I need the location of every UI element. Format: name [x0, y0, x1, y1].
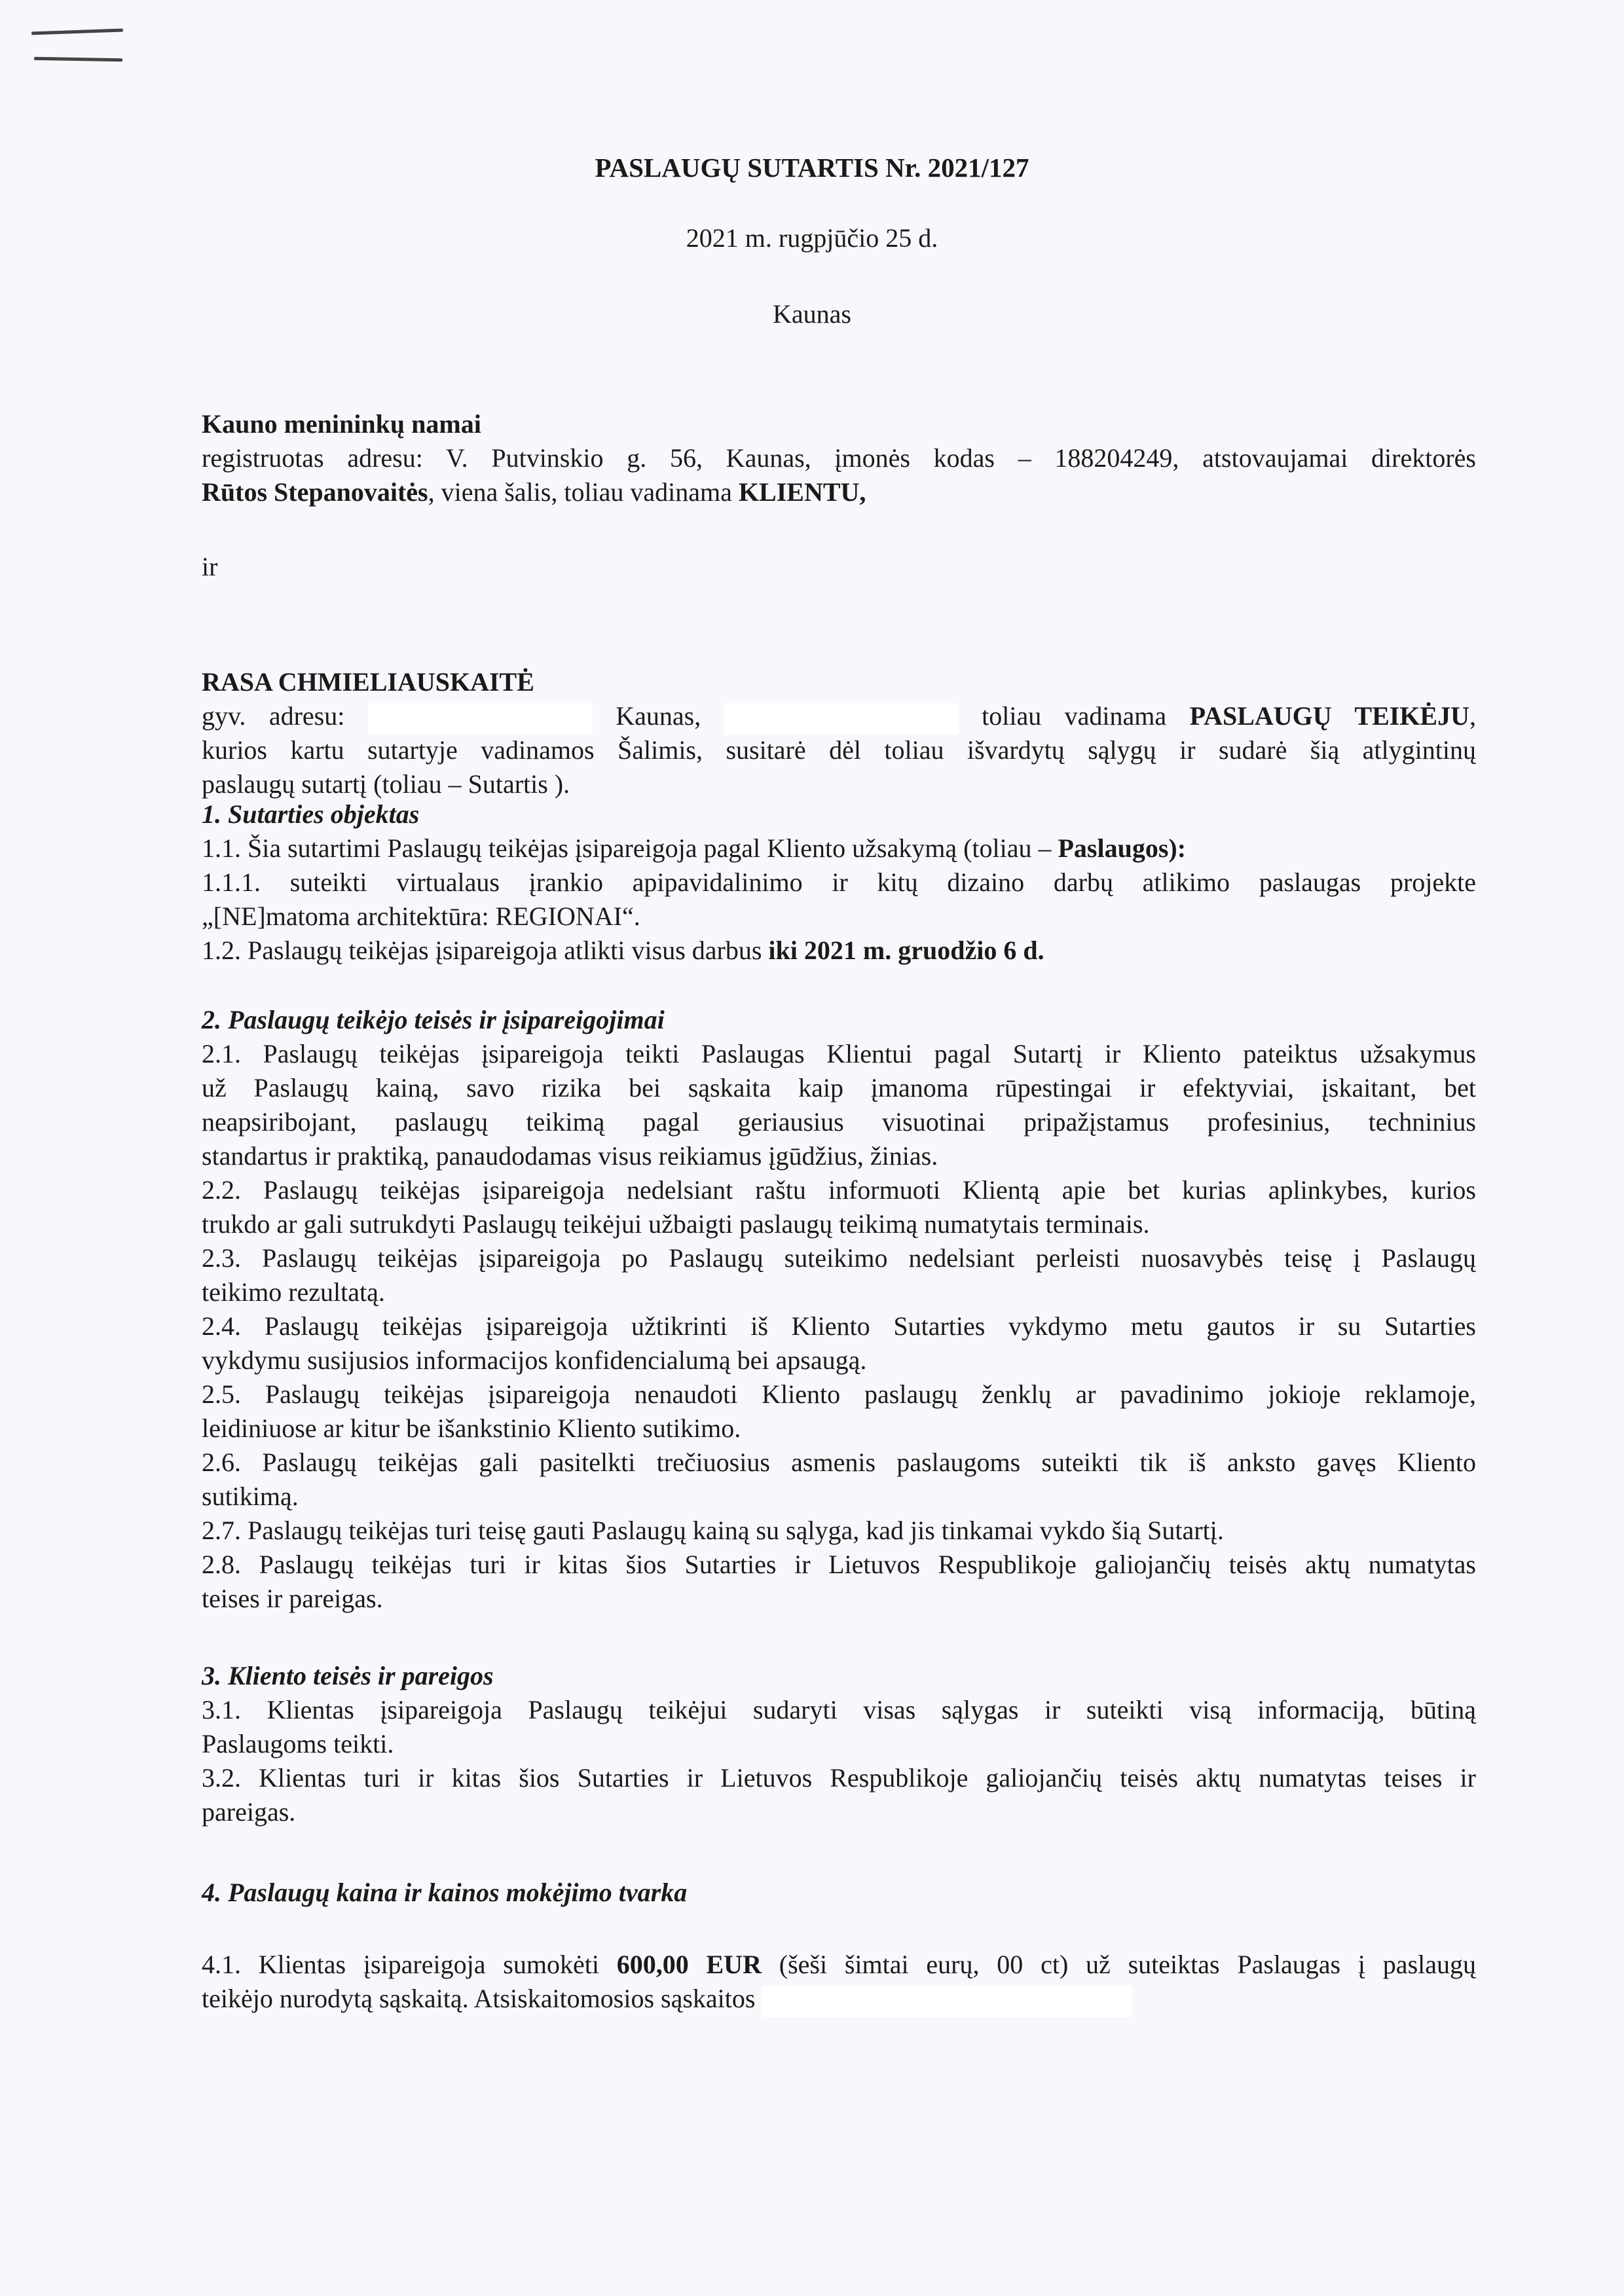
redacted-field — [368, 703, 593, 735]
bold-text-run: PASLAUGŲ TEIKĖJU — [1189, 701, 1469, 731]
party-provider-name: RASA CHMIELIAUSKAITĖ — [202, 667, 534, 697]
text-line — [202, 1412, 1476, 1446]
bold-text-run: Rūtos Stepanovaitės — [202, 477, 428, 507]
text-line — [202, 1343, 1476, 1377]
text-line — [202, 1071, 1476, 1105]
party-client-name: Kauno menininkų namai — [202, 409, 481, 439]
text-run: 1.1.1. suteikti virtualaus įrankio apipavidalinimo ir kitų dizaino darbų atlikimo paslaugas projekte — [202, 867, 1476, 897]
text-line — [202, 1207, 1476, 1241]
text-line — [202, 1446, 1476, 1480]
text-run: paslaugų sutartį (toliau – Sutartis ). — [202, 769, 570, 799]
text-line — [202, 1139, 1476, 1173]
text-line — [202, 699, 1476, 733]
text-run: 1.2. Paslaugų teikėjas įsipareigoja atlikti visus darbus — [202, 936, 769, 965]
text-line — [202, 1727, 1476, 1761]
text-run: Paslaugoms teikti. — [202, 1729, 394, 1758]
section-body — [202, 1948, 1476, 2016]
text-run: teises ir pareigas. — [202, 1584, 383, 1613]
text-line — [202, 441, 1476, 475]
text-line — [202, 831, 1476, 866]
section-subject — [202, 797, 1476, 968]
section-body — [202, 831, 1476, 968]
text-run: Kaunas, — [592, 701, 724, 731]
text-line — [202, 1982, 1476, 2016]
text-line — [202, 900, 1476, 934]
text-line — [202, 1948, 1476, 1982]
document-city: Kaunas — [773, 299, 851, 329]
party-provider — [202, 665, 1476, 801]
section-heading: 3. Kliento teisės ir pareigos — [202, 1661, 494, 1690]
text-run: vykdymu susijusios informacijos konfidencialumą bei apsaugą. — [202, 1345, 867, 1375]
text-run: „[NE]matoma architektūra: REGIONAI“. — [202, 902, 640, 931]
section-price — [202, 1876, 1476, 2016]
text-line — [202, 1309, 1476, 1343]
text-run: sutikimą. — [202, 1482, 299, 1511]
text-line — [202, 866, 1476, 900]
bold-text-run: 600,00 EUR — [616, 1950, 762, 1979]
scan-mark — [31, 29, 123, 35]
text-run: standartus ir praktiką, panaudodamas visus reikiamus įgūdžius, žinias. — [202, 1141, 938, 1171]
party-client — [202, 407, 1476, 509]
text-run: 2.3. Paslaugų teikėjas įsipareigoja po Paslaugų suteikimo nedelsiant perleisti nuosavybės teisę į Paslaugų — [202, 1243, 1476, 1273]
party-client-details — [202, 441, 1476, 509]
text-run: už Paslaugų kainą, savo rizika bei sąskaita kaip įmanoma rūpestingai ir efektyviai, įskaitant, bet — [202, 1073, 1476, 1102]
text-line — [202, 1761, 1476, 1795]
text-run: 2.2. Paslaugų teikėjas įsipareigoja nedelsiant raštu informuoti Klientą apie bet kurias aplinkybes, kurios — [202, 1175, 1476, 1205]
text-run: 2.7. Paslaugų teikėjas turi teisę gauti Paslaugų kainą su sąlyga, kad jis tinkamai vykdo šią Sutartį. — [202, 1516, 1224, 1545]
text-line — [202, 767, 1476, 801]
text-run: neapsiribojant, paslaugų teikimą pagal geriausius visuotinai pripažįstamus profesinius, techninius — [202, 1107, 1476, 1137]
text-run: teikėjo nurodytą sąskaitą. Atsiskaitomosios sąskaitos — [202, 1984, 762, 2013]
text-run: 1.1. Šia sutartimi Paslaugų teikėjas įsipareigoja pagal Kliento užsakymą (toliau – — [202, 833, 1058, 863]
section-body — [202, 1693, 1476, 1829]
section-provider-rights — [202, 1003, 1476, 1616]
text-line — [202, 1480, 1476, 1514]
text-line — [202, 1275, 1476, 1309]
scan-mark — [34, 57, 122, 62]
redacted-field — [762, 1986, 1132, 2017]
text-line — [202, 1037, 1476, 1071]
bold-text-run: KLIENTU, — [738, 477, 866, 507]
text-line — [202, 934, 1476, 968]
text-run: 2.4. Paslaugų teikėjas įsipareigoja užtikrinti iš Kliento Sutarties vykdymo metu gautos ir su Sutarties — [202, 1311, 1476, 1341]
connector-text: ir — [202, 552, 218, 581]
text-line — [202, 1795, 1476, 1829]
text-run: registruotas adresu: V. Putvinskio g. 56, Kaunas, įmonės kodas – 188204249, atstovaujamai direktorės — [202, 443, 1476, 473]
section-client-rights — [202, 1659, 1476, 1829]
text-run: 2.5. Paslaugų teikėjas įsipareigoja nenaudoti Kliento paslaugų ženklų ar pavadinimo jokioje reklamoje, — [202, 1379, 1476, 1409]
document-date: 2021 m. rugpjūčio 25 d. — [686, 223, 938, 253]
text-run: , — [1469, 701, 1476, 731]
text-run: 3.1. Klientas įsipareigoja Paslaugų teikėjui sudaryti visas sąlygas ir suteikti visą informaciją, būtiną — [202, 1695, 1476, 1724]
bold-text-run: Paslaugos): — [1058, 833, 1187, 863]
party-provider-details — [202, 699, 1476, 801]
text-run: teikimo rezultatą. — [202, 1277, 385, 1307]
text-run: 4.1. Klientas įsipareigoja sumokėti — [202, 1950, 617, 1979]
section-body — [202, 1037, 1476, 1616]
text-run: (šeši šimtai eurų, 00 ct) už suteiktas Paslaugas į paslaugų — [761, 1950, 1476, 1979]
text-line — [202, 1241, 1476, 1275]
text-line — [202, 1693, 1476, 1727]
redacted-field — [724, 703, 959, 735]
text-run: trukdo ar gali sutrukdyti Paslaugų teikėjui užbaigti paslaugų teikimą numatytais terminais. — [202, 1209, 1150, 1239]
text-run: leidiniuose ar kitur be išankstinio Kliento sutikimo. — [202, 1413, 741, 1443]
text-run: 3.2. Klientas turi ir kitas šios Sutarties ir Lietuvos Respublikoje galiojančių teisės aktų numatytas teises ir — [202, 1763, 1476, 1793]
text-run: , viena šalis, toliau vadinama — [428, 477, 739, 507]
text-line — [202, 1377, 1476, 1412]
text-run: gyv. adresu: — [202, 701, 368, 731]
bold-text-run: iki 2021 m. gruodžio 6 d. — [768, 936, 1044, 965]
text-run: 2.6. Paslaugų teikėjas gali pasitelkti trečiuosius asmenis paslaugoms suteikti tik iš anksto gavęs Kliento — [202, 1448, 1476, 1477]
section-heading: 4. Paslaugų kaina ir kainos mokėjimo tvarka — [202, 1878, 688, 1907]
text-line — [202, 1173, 1476, 1207]
text-line — [202, 1514, 1476, 1548]
text-line — [202, 1105, 1476, 1139]
section-heading: 1. Sutarties objektas — [202, 799, 420, 829]
document-title: PASLAUGŲ SUTARTIS Nr. 2021/127 — [595, 153, 1029, 183]
text-run: 2.8. Paslaugų teikėjas turi ir kitas šios Sutarties ir Lietuvos Respublikoje galiojančių teisės aktų numatytas — [202, 1550, 1476, 1579]
text-run: toliau vadinama — [958, 701, 1190, 731]
text-line — [202, 1548, 1476, 1582]
text-run: kurios kartu sutartyje vadinamos Šalimis, susitarė dėl toliau išvardytų sąlygų ir sudarė šią atlygintinų — [202, 735, 1476, 765]
spacer — [202, 1910, 1476, 1948]
text-line — [202, 475, 1476, 509]
section-heading: 2. Paslaugų teikėjo teisės ir įsipareigojimai — [202, 1005, 665, 1034]
text-run: pareigas. — [202, 1797, 296, 1827]
text-line — [202, 1582, 1476, 1616]
text-run: 2.1. Paslaugų teikėjas įsipareigoja teikti Paslaugas Klientui pagal Sutartį ir Kliento pateiktus užsakymus — [202, 1039, 1476, 1068]
text-line — [202, 733, 1476, 767]
